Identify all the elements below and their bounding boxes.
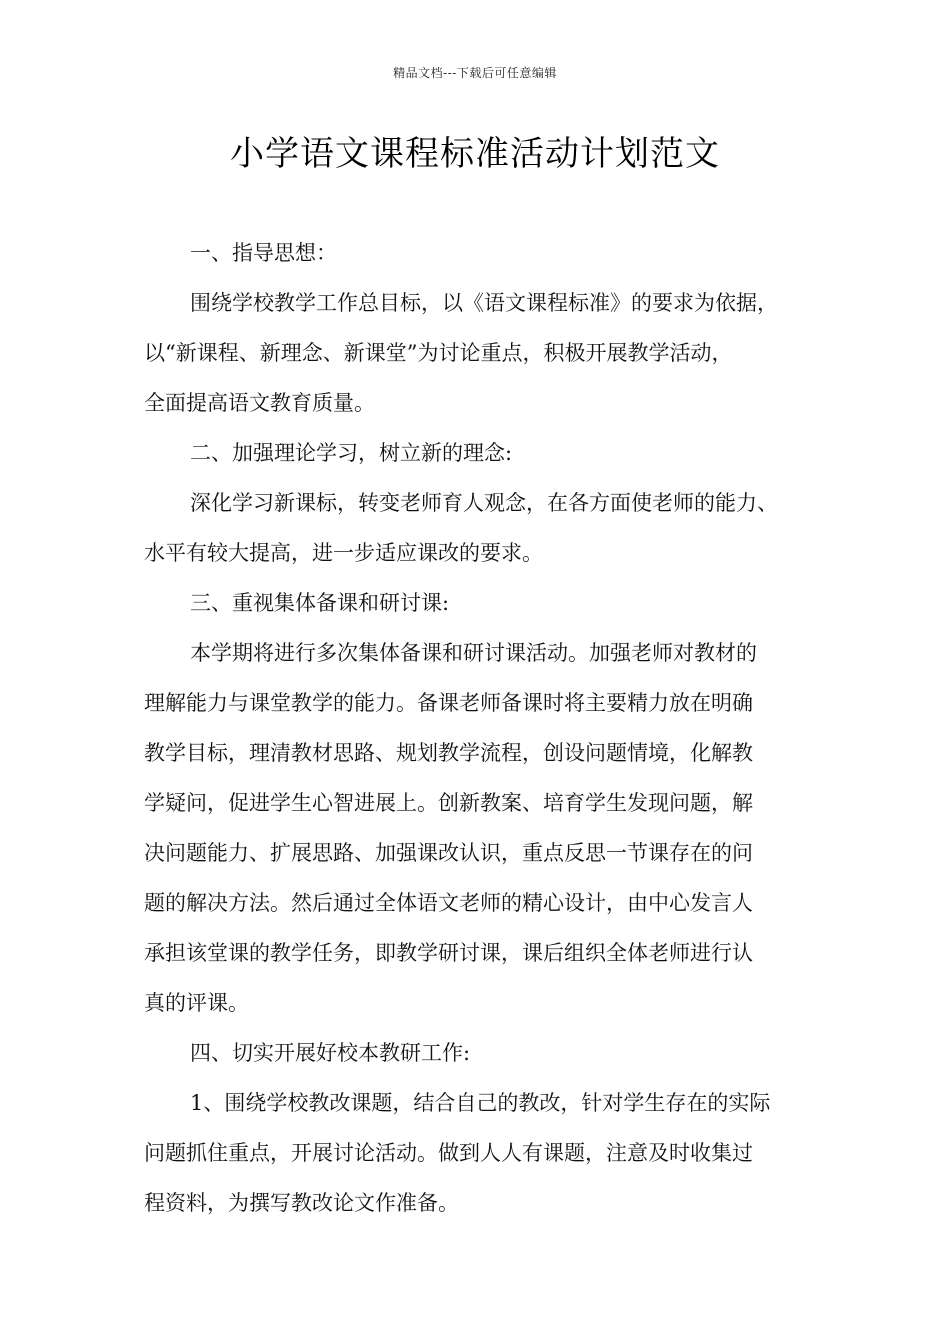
paragraph-line: 本学期将进行多次集体备课和研讨课活动。加强老师对教材的 xyxy=(190,641,757,665)
paragraph-line: 程资料，为撰写教改论文作准备。 xyxy=(144,1191,459,1215)
section-heading-collective-lesson-prep: 三、重视集体备课和研讨课: xyxy=(190,591,450,615)
section-heading-guiding-thought: 一、指导思想： xyxy=(190,241,337,265)
paragraph-line: 水平有较大提高，进一步适应课改的要求。 xyxy=(144,541,543,565)
section-heading-theory-study: 二、加强理论学习，树立新的理念: xyxy=(190,441,513,465)
paragraph-line: 以“新课程、新理念、新课堂”为讨论重点，积极开展教学活动， xyxy=(144,341,733,365)
paragraph-line: 深化学习新课标，转变老师育人观念，在各方面使老师的能力、 xyxy=(190,491,778,515)
paragraph-line: 围绕学校教学工作总目标，以《语文课程标准》的要求为依据， xyxy=(190,291,778,315)
section-heading-school-research: 四、切实开展好校本教研工作: xyxy=(190,1041,471,1065)
paragraph-line: 1、围绕学校教改课题，结合自己的教改，针对学生存在的实际 xyxy=(190,1091,771,1115)
document-title: 小学语文课程标准活动计划范文 xyxy=(230,134,720,174)
paragraph-line: 真的评课。 xyxy=(144,991,249,1015)
paragraph-line: 承担该堂课的教学任务，即教学研讨课，课后组织全体老师进行认 xyxy=(144,941,753,965)
paragraph-line: 问题抓住重点，开展讨论活动。做到人人有课题，注意及时收集过 xyxy=(144,1141,753,1165)
paragraph-line: 理解能力与课堂教学的能力。备课老师备课时将主要精力放在明确 xyxy=(144,691,753,715)
document-body xyxy=(144,228,834,1228)
paragraph-line: 教学目标，理清教材思路、规划教学流程，创设问题情境，化解教 xyxy=(144,741,753,765)
paragraph-line: 全面提高语文教育质量。 xyxy=(144,391,375,415)
page-header: 精品文档---下载后可任意编辑 xyxy=(393,66,557,80)
paragraph-line: 学疑问，促进学生心智进展上。创新教案、培育学生发现问题，解 xyxy=(144,791,753,815)
paragraph-line: 决问题能力、扩展思路、加强课改认识，重点反思一节课存在的问 xyxy=(144,841,753,865)
paragraph-line: 题的解决方法。然后通过全体语文老师的精心设计，由中心发言人 xyxy=(144,891,753,915)
